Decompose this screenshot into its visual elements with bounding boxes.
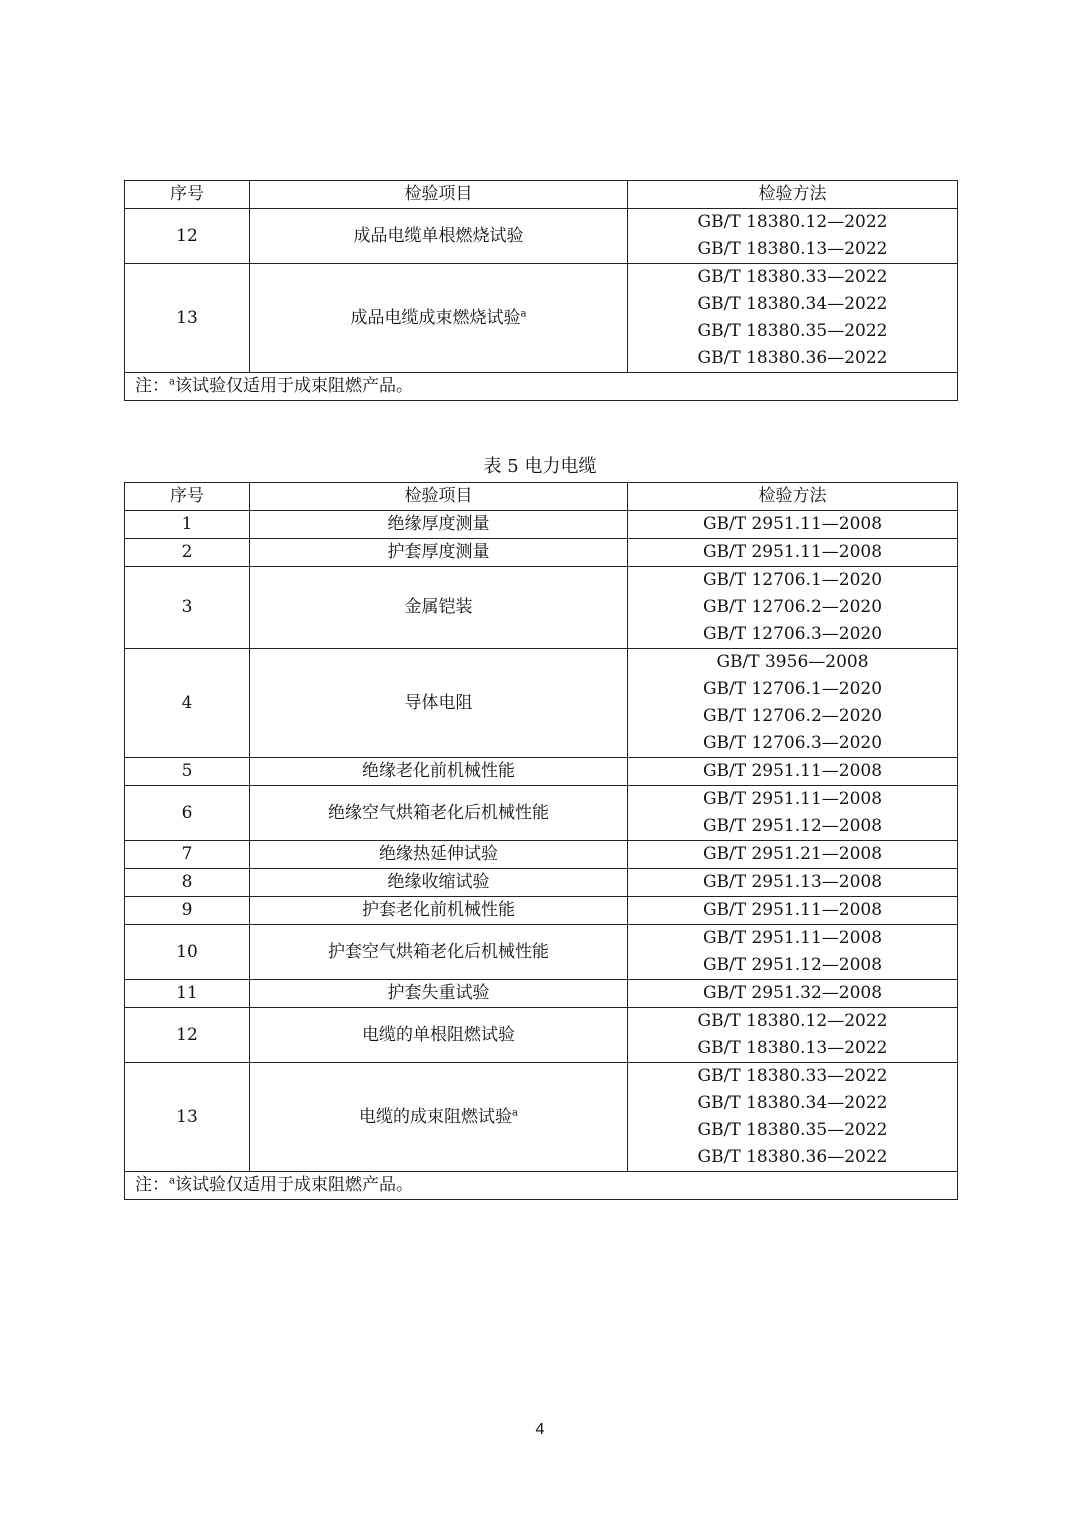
- test-method-standard: GB/T 18380.13—2022: [697, 239, 888, 259]
- test-item: [250, 925, 628, 980]
- test-item-label: 绝缘老化前机械性能: [362, 761, 515, 781]
- table-row: [125, 897, 958, 925]
- note-text: 该试验仅适用于成束阻燃产品。: [174, 1175, 413, 1195]
- test-method-standard: GB/T 18380.12—2022: [697, 1011, 888, 1031]
- test-item-label: 成品电缆单根燃烧试验: [353, 225, 524, 246]
- row-number: 3: [125, 567, 250, 649]
- row-number: 11: [125, 980, 250, 1008]
- row-number: 7: [125, 841, 250, 869]
- note-prefix: 注：: [135, 376, 169, 396]
- footnote-mark: a: [520, 307, 527, 319]
- test-method-standard: GB/T 18380.36—2022: [697, 1147, 888, 1167]
- row-number: 10: [125, 925, 250, 980]
- table-note: [125, 1172, 958, 1200]
- test-methods: [628, 1008, 958, 1063]
- header-no: 序号: [125, 483, 250, 511]
- test-method-standard: GB/T 18380.35—2022: [697, 321, 888, 341]
- row-number: 9: [125, 897, 250, 925]
- header-method: 检验方法: [628, 181, 958, 209]
- test-item-label: 绝缘空气烘箱老化后机械性能: [328, 802, 549, 823]
- test-item: [250, 1008, 628, 1063]
- test-item-label: 金属铠装: [404, 597, 473, 617]
- test-method-standard: GB/T 2951.12—2008: [702, 955, 883, 975]
- table-row: [125, 786, 958, 841]
- note-prefix: 注：: [135, 1175, 169, 1195]
- test-item: [250, 980, 628, 1008]
- test-method-standard: GB/T 2951.11—2008: [702, 928, 883, 948]
- table-row: [125, 980, 958, 1008]
- row-number: 2: [125, 539, 250, 567]
- table-row: [125, 841, 958, 869]
- test-item-label: 护套失重试验: [387, 983, 490, 1003]
- test-method-standard: GB/T 12706.1—2020: [702, 570, 883, 590]
- test-method-standard: GB/T 2951.32—2008: [702, 983, 883, 1003]
- table-row: [125, 264, 958, 373]
- test-method-standard: GB/T 12706.3—2020: [702, 733, 883, 753]
- test-item: [250, 209, 628, 264]
- header-method: 检验方法: [628, 483, 958, 511]
- test-methods: [628, 567, 958, 649]
- table-row: [125, 869, 958, 897]
- test-method-standard: GB/T 2951.11—2008: [702, 514, 883, 534]
- table-row: [125, 539, 958, 567]
- table-row: [125, 567, 958, 649]
- test-method-standard: GB/T 18380.13—2022: [697, 1038, 888, 1058]
- table-row: [125, 758, 958, 786]
- test-method-standard: GB/T 18380.34—2022: [697, 294, 888, 314]
- test-item: [250, 786, 628, 841]
- test-item-label: 导体电阻: [404, 692, 473, 713]
- test-methods: [628, 897, 958, 925]
- test-methods: [628, 786, 958, 841]
- test-methods: [628, 1063, 958, 1172]
- row-number: 13: [125, 264, 250, 373]
- test-item: [250, 1063, 628, 1172]
- test-method-standard: GB/T 12706.3—2020: [702, 624, 883, 644]
- test-item-label: 护套老化前机械性能: [362, 900, 515, 920]
- test-item-label: 护套空气烘箱老化后机械性能: [328, 941, 549, 962]
- note-footnote-mark: a: [169, 1175, 175, 1187]
- table-1: [124, 180, 958, 401]
- test-item-label: 护套厚度测量: [387, 542, 490, 562]
- row-number: 5: [125, 758, 250, 786]
- test-methods: [628, 539, 958, 567]
- test-method-standard: GB/T 2951.13—2008: [702, 872, 883, 892]
- table-row: [125, 511, 958, 539]
- test-method-standard: GB/T 18380.35—2022: [697, 1120, 888, 1140]
- table-note-row: [125, 1172, 958, 1200]
- test-methods: [628, 209, 958, 264]
- test-methods: [628, 264, 958, 373]
- row-number: 1: [125, 511, 250, 539]
- table-row: [125, 1008, 958, 1063]
- header-item: 检验项目: [250, 483, 628, 511]
- test-item: [250, 567, 628, 649]
- row-number: 13: [125, 1063, 250, 1172]
- table-body: [125, 209, 958, 373]
- test-item-label: 电缆的单根阻燃试验: [362, 1024, 515, 1045]
- row-number: 4: [125, 649, 250, 758]
- note-footnote-mark: a: [169, 376, 175, 388]
- table-body: [125, 511, 958, 1172]
- test-method-standard: GB/T 2951.12—2008: [702, 816, 883, 836]
- test-method-standard: GB/T 2951.11—2008: [702, 542, 883, 562]
- table-header-row: [125, 483, 958, 511]
- row-number: 8: [125, 869, 250, 897]
- test-item: [250, 841, 628, 869]
- table-note: [125, 373, 958, 401]
- table-row: [125, 925, 958, 980]
- test-method-standard: GB/T 18380.36—2022: [697, 348, 888, 368]
- test-methods: [628, 511, 958, 539]
- test-methods: [628, 980, 958, 1008]
- test-methods: [628, 841, 958, 869]
- test-item: [250, 539, 628, 567]
- table-header-row: [125, 181, 958, 209]
- note-text: 该试验仅适用于成束阻燃产品。: [174, 376, 413, 396]
- test-method-standard: GB/T 18380.34—2022: [697, 1093, 888, 1113]
- test-item: [250, 649, 628, 758]
- test-item-label: 绝缘厚度测量: [387, 514, 490, 534]
- row-number: 12: [125, 209, 250, 264]
- test-item: [250, 264, 628, 373]
- test-item: [250, 758, 628, 786]
- test-method-standard: GB/T 3956—2008: [716, 652, 869, 672]
- row-number: 12: [125, 1008, 250, 1063]
- test-item-label: 绝缘收缩试验: [387, 872, 490, 892]
- table-note-row: [125, 373, 958, 401]
- test-method-standard: GB/T 18380.33—2022: [697, 1066, 888, 1086]
- test-method-standard: GB/T 18380.12—2022: [697, 212, 888, 232]
- header-no: 序号: [125, 181, 250, 209]
- test-method-standard: GB/T 2951.11—2008: [702, 900, 883, 920]
- table-caption: 表 5 电力电缆: [483, 456, 597, 477]
- footnote-mark: a: [512, 1106, 518, 1118]
- test-methods: [628, 925, 958, 980]
- page-number: 4: [535, 1421, 545, 1438]
- table-row: [125, 209, 958, 264]
- test-methods: [628, 649, 958, 758]
- test-item: [250, 897, 628, 925]
- test-item-label: 绝缘热延伸试验: [379, 844, 498, 864]
- test-methods: [628, 758, 958, 786]
- test-method-standard: GB/T 2951.11—2008: [702, 761, 883, 781]
- test-item: [250, 869, 628, 897]
- table-row: [125, 649, 958, 758]
- test-methods: [628, 869, 958, 897]
- test-method-standard: GB/T 18380.33—2022: [697, 267, 888, 287]
- test-item: [250, 511, 628, 539]
- test-method-standard: GB/T 12706.1—2020: [702, 679, 883, 699]
- test-method-standard: GB/T 12706.2—2020: [702, 706, 883, 726]
- test-method-standard: GB/T 12706.2—2020: [702, 597, 883, 617]
- header-item: 检验项目: [250, 181, 628, 209]
- test-method-standard: GB/T 2951.21—2008: [702, 844, 883, 864]
- table-5-power-cable: [124, 482, 958, 1200]
- test-item-label: 成品电缆成束燃烧试验: [350, 307, 521, 328]
- row-number: 6: [125, 786, 250, 841]
- table-row: [125, 1063, 958, 1172]
- test-method-standard: GB/T 2951.11—2008: [702, 789, 883, 809]
- test-item-label: 电缆的成束阻燃试验: [359, 1106, 513, 1127]
